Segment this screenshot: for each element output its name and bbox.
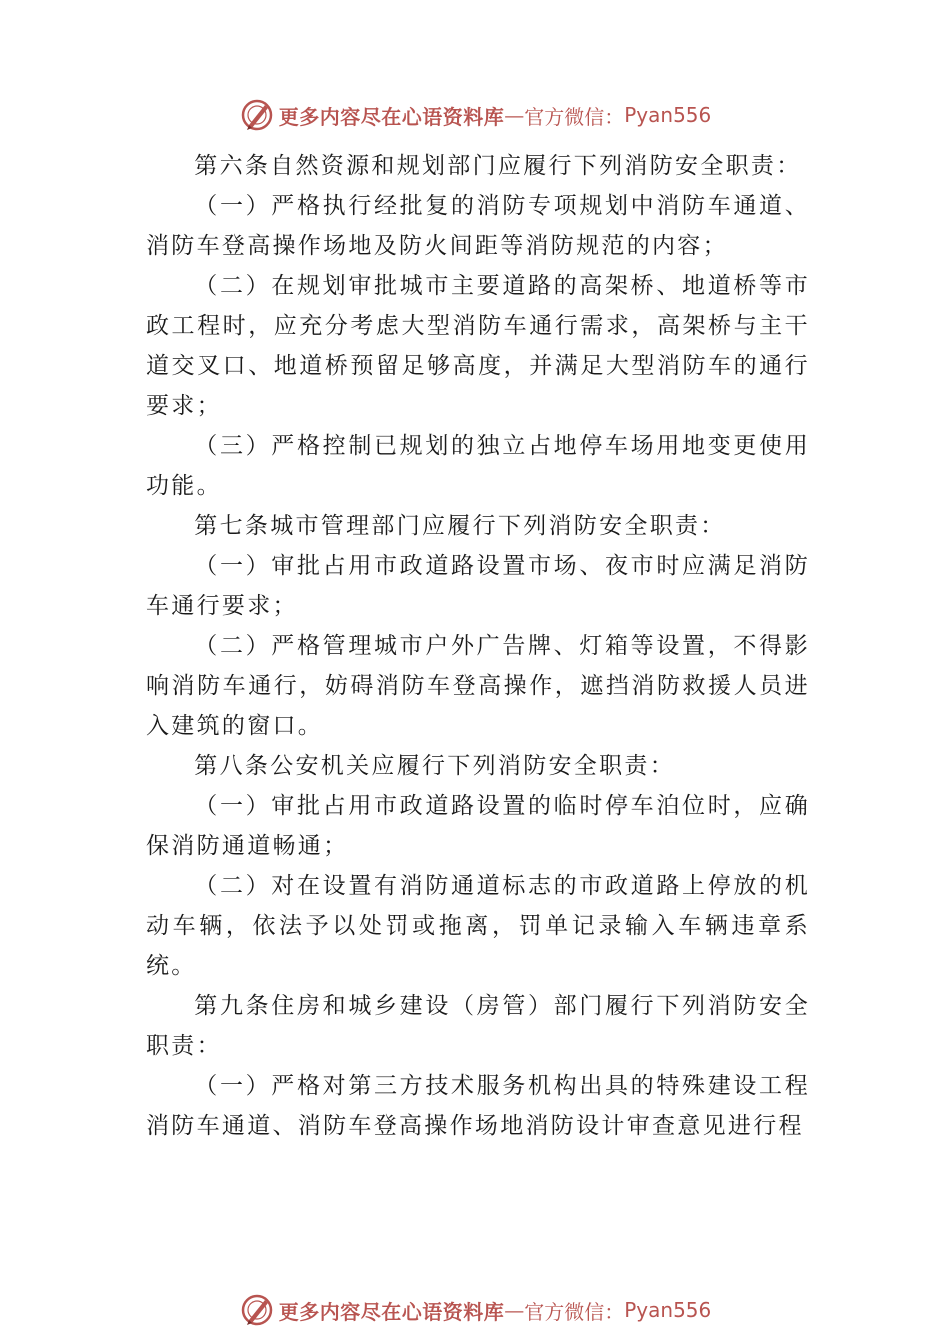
watermark-site-name: 更多内容尽在心语资料库 [278,1299,505,1324]
article-6-item-3: （三）严格控制已规划的独立占地停车场用地变更使用功能。 [146,433,810,499]
watermark-site-name: 更多内容尽在心语资料库 [278,104,505,129]
article-8-item-1: （一）审批占用市政道路设置的临时停车泊位时，应确保消防通道畅通； [146,793,810,859]
watermark-wechat-label: 官方微信： [524,1299,625,1324]
article-7-item-1: （一）审批占用市政道路设置市场、夜市时应满足消防车通行要求； [146,553,810,619]
article-6-heading: 第六条自然资源和规划部门应履行下列消防安全职责： [194,153,802,179]
pen-seal-logo-icon [239,1292,275,1328]
watermark-separator: — [504,103,525,127]
article-8-item-2: （二）对在设置有消防通道标志的市政道路上停放的机动车辆，依法予以处罚或拖离，罚单记录输入车辆违章系统。 [146,873,810,979]
article-7-heading: 第七条城市管理部门应履行下列消防安全职责： [194,513,726,539]
watermark-header [0,95,950,135]
watermark-wechat-label: 官方微信： [524,104,625,129]
pen-seal-logo-icon [239,97,275,133]
article-6-item-1: （一）严格执行经批复的消防专项规划中消防车通道、消防车登高操作场地及防火间距等消防规范的内容； [146,193,810,259]
watermark-wechat-id: Pyan556 [624,103,712,127]
article-9-heading: 第九条住房和城乡建设（房管）部门履行下列消防安全职责： [146,993,810,1059]
article-8-heading: 第八条公安机关应履行下列消防安全职责： [194,753,675,779]
article-6-item-2: （二）在规划审批城市主要道路的高架桥、地道桥等市政工程时，应充分考虑大型消防车通行需求，高架桥与主干道交叉口、地道桥预留足够高度，并满足大型消防车的通行要求； [146,273,810,419]
watermark-footer [0,1290,950,1330]
article-7-item-2: （二）严格管理城市户外广告牌、灯箱等设置，不得影响消防车通行，妨碍消防车登高操作，遮挡消防救援人员进入建筑的窗口。 [146,633,810,739]
watermark-wechat-id: Pyan556 [624,1298,712,1322]
article-9-item-1: （一）严格对第三方技术服务机构出具的特殊建设工程消防车通道、消防车登高操作场地消防设计审查意见进行程 [146,1073,810,1139]
watermark-separator: — [504,1298,525,1322]
document-body [146,146,810,1146]
